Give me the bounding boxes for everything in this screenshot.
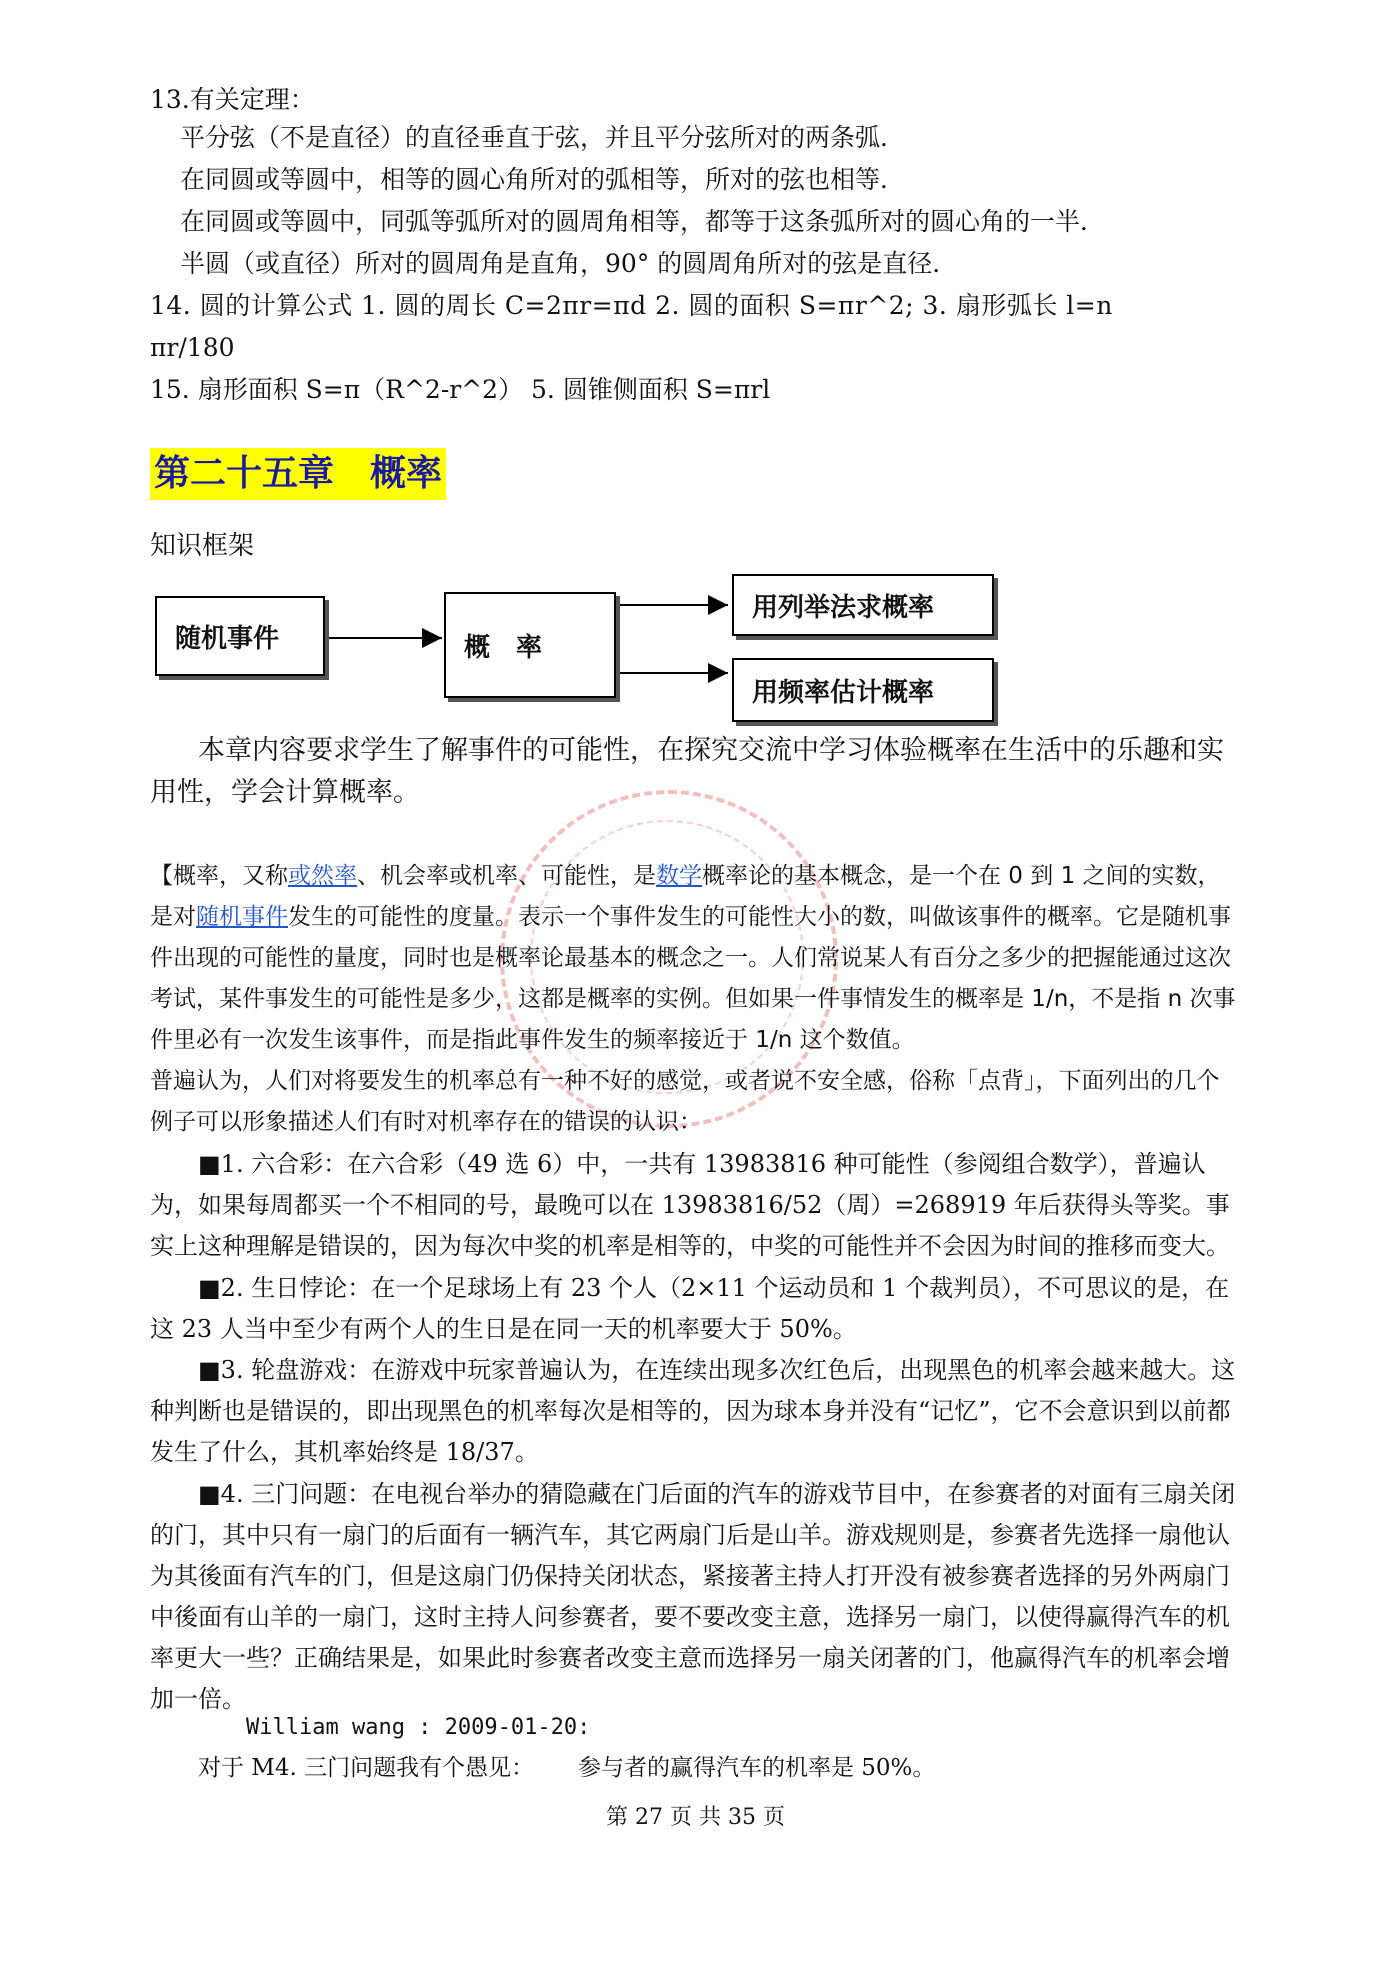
definition-text-b: 、机会率或机率、可能性，是 (357, 863, 656, 889)
example-lottery: ■1. 六合彩：在六合彩（49 选 6）中，一共有 13983816 种可能性（参阅组合数学），普遍认为，如果每周都买一个不相同的号，最晚可以在 13983816/52（周）=268919 年后获得头等奖。事实上这种理解是错误的，因为每次中奖的机率是相等的，中奖的可能性并不会因为时间的推移而变大。 (150, 1150, 1230, 1260)
link-suiji-shijian[interactable]: 随机事件 (196, 904, 288, 930)
definition-text-a: 【概率，又称 (150, 863, 288, 889)
example-birthday: ■2. 生日悖论：在一个足球场上有 23 个人（2×11 个运动员和 1 个裁判员），不可思议的是，在这 23 人当中至少有两个人的生日是在同一天的机率要大于 50%。 (150, 1274, 1230, 1343)
theorem-line-4: 半圆（或直径）所对的圆周角是直角，90° 的圆周角所对的弦是直径． (180, 249, 958, 278)
theorem-line-3: 在同圆或等圆中，同弧等弧所对的圆周角相等，都等于这条弧所对的圆心角的一半． (180, 207, 1106, 236)
link-shuxue[interactable]: 数学 (656, 863, 702, 889)
example-monty-hall: ■4. 三门问题：在电视台举办的猜隐藏在门后面的汽车的游戏节目中，在参赛者的对面有三扇关闭的门，其中只有一扇门的后面有一辆汽车，其它两扇门后是山羊。游戏规则是，参赛者先选择一扇他认为其後面有汽车的门，但是这扇门仍保持关闭状态，紧接著主持人打开没有被参赛者选择的另外两扇门中後面有山羊的一扇门，这时主持人问参赛者，要不要改变主意，选择另一扇门，以使得赢得汽车的机率更大一些？正确结果是，如果此时参赛者改变主意而选择另一扇关闭著的门，他赢得汽车的机率会增加一倍。 (150, 1480, 1236, 1713)
framework-heading: 知识框架 (150, 531, 255, 561)
definition-paragraph (150, 856, 1240, 1061)
chapter-title: 第二十五章 概率 (150, 448, 446, 500)
example-roulette: ■3. 轮盘游戏：在游戏中玩家普遍认为，在连续出现多次红色后，出现黑色的机率会越来越大。这种判断也是错误的，即出现黑色的机率每次是相等的，因为球本身并没有“记忆”，它不会意识到以前都发生了什么，其机率始终是 18/37。 (150, 1356, 1236, 1466)
box-probability: 概 率 (444, 592, 616, 698)
box-enumeration: 用列举法求概率 (732, 574, 994, 636)
comment-author: William wang : 2009-01-20: (246, 1715, 591, 1740)
section-13-title: 13.有关定理： (150, 85, 315, 114)
definition-text-d: 发生的可能性的度量。表示一个事件发生的可能性大小的数，叫做该事件的概率。它是随机事件出现的可能性的量度，同时也是概率论最基本的概念之一。人们常说某人有百分之多少的把握能通过这次考试，某件事发生的可能性是多少，这都是概率的实例。但如果一件事情发生的概率是 1/n，不是指 n 次事件里必有一次发生该事件，而是指此事件发生的频率接近于 1/n 这个数值。 (150, 904, 1236, 1053)
intro-paragraph: 本章内容要求学生了解事件的可能性，在探究交流中学习体验概率在生活中的乐趣和实用性，学会计算概率。 (150, 735, 1224, 808)
box-frequency: 用频率估计概率 (732, 658, 994, 722)
section-14-line-1: 14. 圆的计算公式 1. 圆的周长 C=2πr=πd 2. 圆的面积 S=πr^2; 3. 扇形弧长 l=n (150, 291, 1113, 320)
section-14-line-2: πr/180 (150, 333, 235, 362)
page-footer: 第 27 页 共 35 页 (606, 1805, 785, 1830)
link-huoranlv[interactable]: 或然率 (288, 863, 357, 889)
definition-text-c: 概率论的基本概念，是一个在 0 到 1 之间的实数，是对 (150, 863, 1221, 930)
section-15-line: 15. 扇形面积 S=π（R^2-r^2） 5. 圆锥侧面积 S=πrl (150, 375, 771, 404)
comment-text: 对于 M4. 三门问题我有个愚见： 参与者的赢得汽车的机率是 50%。 (198, 1755, 936, 1781)
theorem-line-2: 在同圆或等圆中，相等的圆心角所对的弧相等，所对的弦也相等． (180, 165, 906, 194)
box-random-event: 随机事件 (155, 596, 325, 676)
theorem-line-1: 平分弦（不是直径）的直径垂直于弦，并且平分弦所对的两条弧． (180, 123, 906, 152)
misconception-intro: 普遍认为，人们对将要发生的机率总有一种不好的感觉，或者说不安全感，俗称「点背」，下面列出的几个例子可以形象描述人们有时对机率存在的错误的认识： (150, 1068, 1220, 1135)
